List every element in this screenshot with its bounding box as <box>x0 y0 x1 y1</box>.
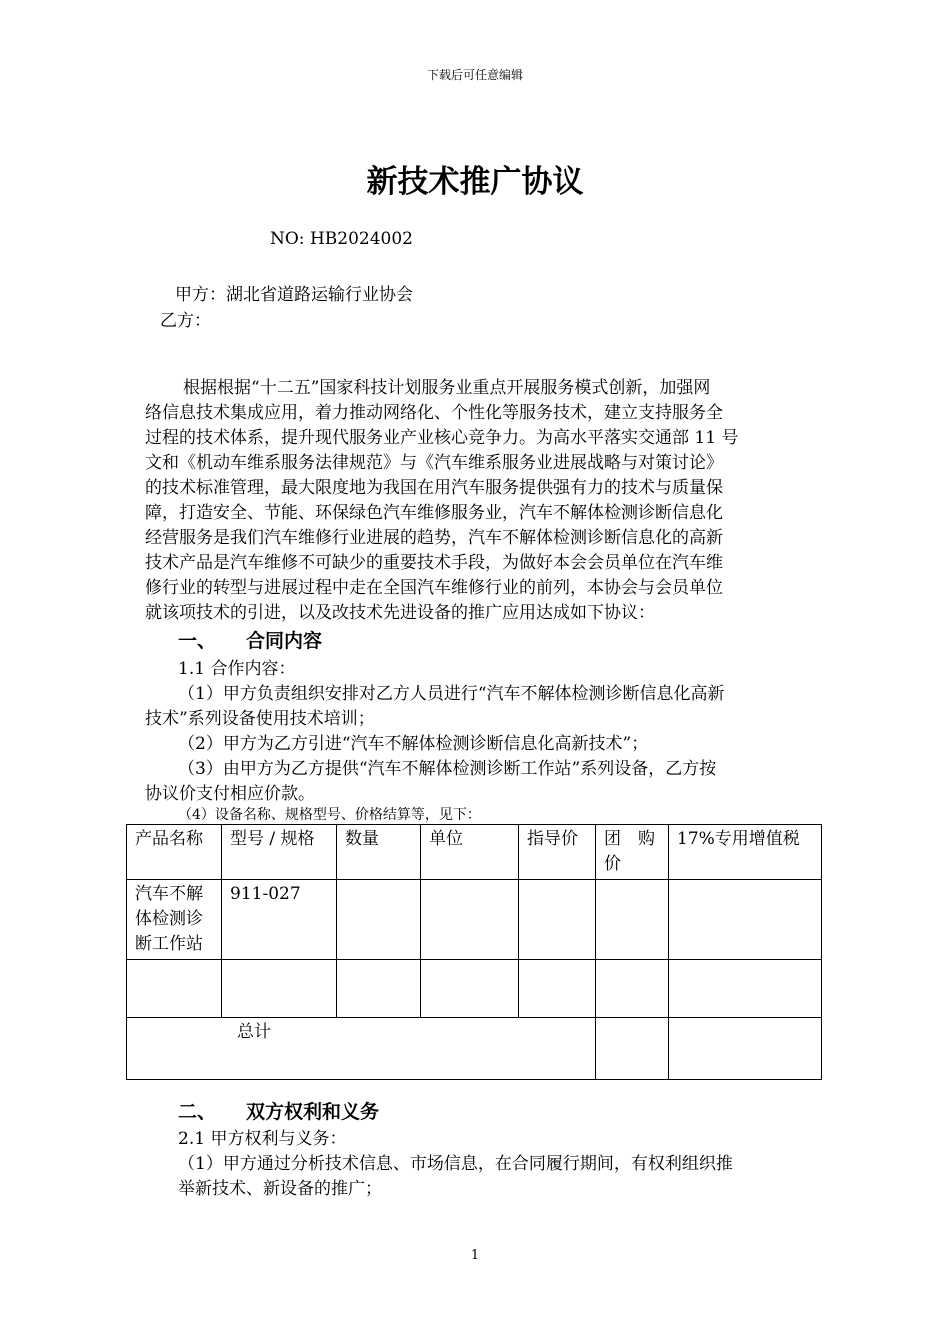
intro-paragraph <box>145 376 805 626</box>
section-1-title: 合同内容 <box>246 630 323 652</box>
table-cell: 911-027 <box>222 880 337 960</box>
table-cell <box>596 960 669 1018</box>
section-1-number: 一、 <box>178 630 217 652</box>
intro-line: 的技术标准管理，最大限度地为我国在用汽车服务提供强有力的技术与质量保 <box>145 478 723 498</box>
section-1-sub: 1.1 合作内容： <box>178 659 296 679</box>
party-a: 甲方：湖北省道路运输行业协会 <box>175 285 413 305</box>
table-cell <box>222 960 337 1018</box>
section-1-item-4: （4）设备名称、规格型号、价格结算等，见下： <box>178 807 481 823</box>
table-header-cell: 17%专用增值税 <box>669 825 822 880</box>
section-2-title: 双方权利和义务 <box>246 1101 380 1123</box>
table-row <box>127 880 822 960</box>
equipment-table <box>126 824 822 1080</box>
intro-line: 经营服务是我们汽车维修行业进展的趋势，汽车不解体检测诊断信息化的高新 <box>145 528 723 548</box>
section-2-number: 二、 <box>178 1101 217 1123</box>
intro-line: 络信息技术集成应用，着力推动网络化、个性化等服务技术，建立支持服务全 <box>145 403 723 423</box>
section-2-item-1-cont: 举新技术、新设备的推广； <box>178 1179 382 1199</box>
intro-line: 就该项技术的引进，以及改技术先进设备的推广应用达成如下协议： <box>145 603 655 623</box>
table-cell <box>127 960 222 1018</box>
document-title: 新技术推广协议 <box>366 164 584 200</box>
table-cell <box>669 960 822 1018</box>
intro-line: 过程的技术体系，提升现代服务业产业核心竞争力。为高水平落实交通部 11 号 <box>145 428 739 448</box>
section-1-item-3: （3）由甲方为乙方提供“汽车不解体检测诊断工作站”系列设备，乙方按 <box>178 759 717 779</box>
table-cell <box>337 880 421 960</box>
table-cell <box>421 880 519 960</box>
table-cell <box>337 960 421 1018</box>
section-2-sub: 2.1 甲方权利与义务： <box>178 1129 347 1149</box>
section-1-item-1: （1）甲方负责组织安排对乙方人员进行“汽车不解体检测诊断信息化高新 <box>178 684 725 704</box>
table-total-label: 总计 <box>127 1018 596 1080</box>
table-total-row <box>127 1018 822 1080</box>
table-cell <box>669 1018 822 1080</box>
table-cell <box>596 880 669 960</box>
intro-line: 障，打造安全、节能、环保绿色汽车维修服务业，汽车不解体检测诊断信息化 <box>145 503 723 523</box>
table-row <box>127 960 822 1018</box>
section-2-heading <box>178 1097 379 1124</box>
intro-line: 技术产品是汽车维修不可缺少的重要技术手段，为做好本会会员单位在汽车维 <box>145 553 723 573</box>
party-b: 乙方： <box>160 311 211 331</box>
table-header-cell: 产品名称 <box>127 825 222 880</box>
intro-line: 根据根据“十二五”国家科技计划服务业重点开展服务模式创新，加强网 <box>183 378 711 398</box>
document-number: NO: HB2024002 <box>270 229 413 249</box>
header-note: 下载后可任意编辑 <box>426 68 523 82</box>
table-header-cell: 型号 / 规格 <box>222 825 337 880</box>
table-header-row <box>127 825 822 880</box>
section-1-item-2: （2）甲方为乙方引进“汽车不解体检测诊断信息化高新技术”； <box>178 734 649 754</box>
table-header-cell: 团 购价 <box>596 825 669 880</box>
section-1-item-1-cont: 技术”系列设备使用技术培训； <box>145 709 375 729</box>
section-1-item-3-cont: 协议价支付相应价款。 <box>145 784 315 804</box>
table-cell <box>519 960 596 1018</box>
intro-line: 修行业的转型与进展过程中走在全国汽车维修行业的前列，本协会与会员单位 <box>145 578 723 598</box>
page-number: 1 <box>470 1248 480 1263</box>
table-cell <box>519 880 596 960</box>
table-header-cell: 数量 <box>337 825 421 880</box>
intro-line: 文和《机动车维系服务法律规范》与《汽车维系服务业进展战略与对策讨论》 <box>145 453 723 473</box>
table-cell <box>421 960 519 1018</box>
table-header-cell: 单位 <box>421 825 519 880</box>
section-2-item-1: （1）甲方通过分析技术信息、市场信息，在合同履行期间，有权利组织推 <box>178 1154 733 1174</box>
section-1-heading <box>178 626 322 653</box>
table-header-cell: 指导价 <box>519 825 596 880</box>
table-cell: 汽车不解体检测诊断工作站 <box>127 880 222 960</box>
table-cell <box>596 1018 669 1080</box>
table-cell <box>669 880 822 960</box>
